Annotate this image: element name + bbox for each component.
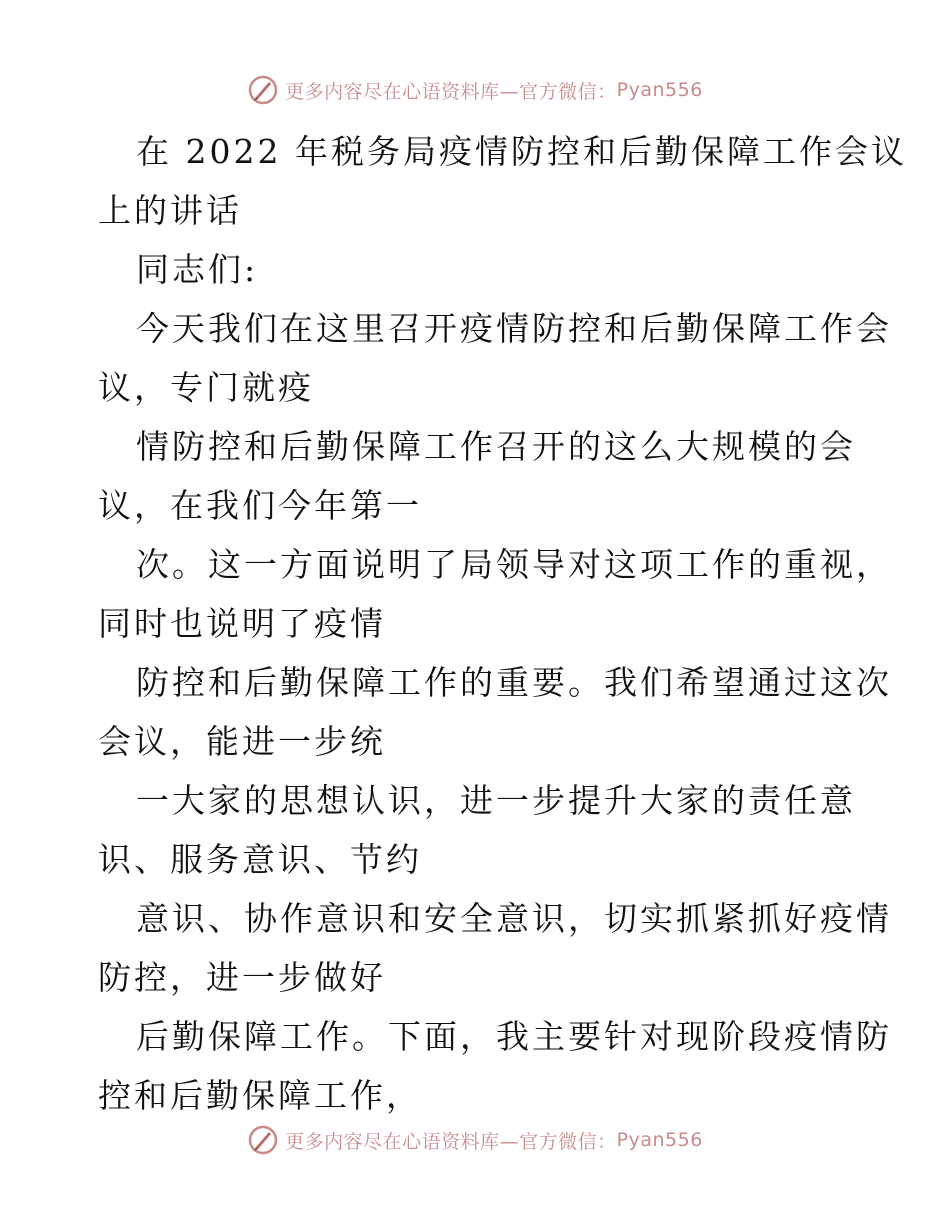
text-line: 议，专门就疫 (98, 368, 314, 407)
text-line: 识、服务意识、节约 (98, 840, 422, 879)
quill-pen-circle-icon (247, 74, 279, 106)
text-line: 上的讲话 (98, 191, 242, 230)
text-line: 议，在我们今年第一 (98, 486, 422, 525)
text-line: 同时也说明了疫情 (98, 604, 386, 643)
text-line: 意识、协作意识和安全意识，切实抓紧抓好疫情 (136, 899, 892, 938)
text-line: 次。这一方面说明了局领导对这项工作的重视， (136, 545, 892, 584)
text-line: 同志们: (136, 250, 259, 289)
text-line: 防控和后勤保障工作的重要。我们希望通过这次 (136, 663, 892, 702)
text-line: 防控，进一步做好 (98, 958, 386, 997)
text-line: 后勤保障工作。下面，我主要针对现阶段疫情防 (136, 1017, 892, 1056)
text-line: 控和后勤保障工作， (98, 1076, 422, 1115)
watermark-contact: Pyan556 (616, 1129, 703, 1151)
text-line: 情防控和后勤保障工作召开的这么大规模的会 (136, 427, 856, 466)
text-line: 今天我们在这里召开疫情防控和后勤保障工作会 (136, 309, 892, 348)
watermark-text: 更多内容尽在心语资料库—官方微信： (285, 80, 617, 103)
text-line: 会议，能进一步统 (98, 722, 386, 761)
quill-pen-circle-icon (247, 1124, 279, 1156)
watermark-contact: Pyan556 (616, 79, 703, 101)
footer-watermark (0, 1120, 950, 1160)
document-body (98, 122, 907, 1125)
watermark-text: 更多内容尽在心语资料库—官方微信： (285, 1130, 617, 1153)
header-watermark (0, 70, 950, 110)
text-line: 在 2022 年税务局疫情防控和后勤保障工作会议 (136, 132, 907, 171)
text-line: 一大家的思想认识，进一步提升大家的责任意 (136, 781, 856, 820)
